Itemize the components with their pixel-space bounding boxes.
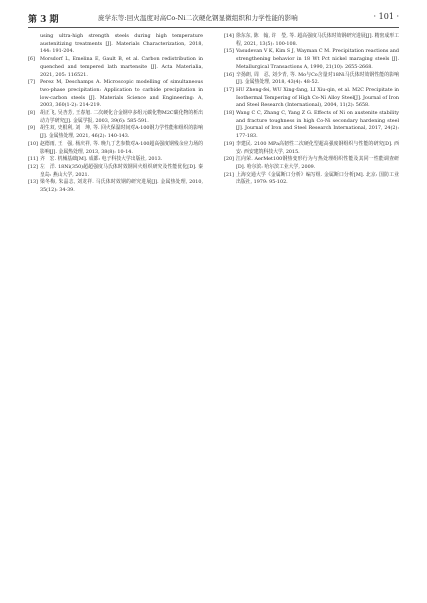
- reference-item: [224, 48, 399, 71]
- reference-text: 左 洋. 18Ni(350)超超强度马氏体时效钢回火组织研究及性能优化[D]. 秦皇岛: 燕山大学, 2021.: [40, 163, 203, 178]
- reference-text: 胡生双, 史根利, 刘 坤, 等. 回火保温时间对A-100钢力学性能和组织的影响[J]. 金属热处理, 2021, 46(2): 140-143.: [40, 125, 203, 140]
- reference-number: [13]: [28, 179, 38, 186]
- reference-number: [6]: [28, 56, 35, 63]
- reference-number: [17]: [224, 86, 234, 93]
- reference-item: [224, 72, 399, 87]
- reference-text: HU Zheng-fei, WU Xing-fang, LI Xiu-qin, et al. M2C Precipitate in Isothermal Tempering of High Co-Ni Alloy Steel[J]. Journal of Iron and Steel Research (International), 2004, 11(2): 5658.: [236, 86, 399, 109]
- references-right-column: [224, 33, 399, 187]
- reference-number: [7]: [28, 79, 35, 86]
- reference-text: 李建民. 2100 MPa高韧性二次硬化型超高强度钢组织与性能的研究[D]. 西安: 西安建筑科技大学, 2015.: [236, 140, 399, 155]
- reference-item: [224, 172, 399, 187]
- reference-number: [20]: [224, 156, 234, 163]
- reference-number: [16]: [224, 71, 234, 78]
- reference-number: [15]: [224, 48, 234, 55]
- reference-item: [28, 164, 203, 179]
- reference-text: 辛扬朗, 周 忍, 刘少青, 等. Mo与Co含量对18Ni马氏体时效钢性能的影响[J]. 金属热处理, 2018, 43(4): 48-52.: [236, 71, 399, 86]
- reference-item: [224, 141, 399, 156]
- reference-number: [9]: [28, 125, 35, 132]
- reference-text: 赵德雨, 王 强, 杨庆祥, 等. 晚九丁艺参数对A-100超高强度钢残余应力场的影响[J]. 金属热处理, 2013, 38(8): 10-14.: [40, 140, 203, 155]
- reference-text: 江向荣. AerMet100钢热变形行为与热处理组织性能及其同一性能调查研[D]. 哈尔滨: 哈尔滨工业大学, 2009.: [236, 156, 399, 170]
- reference-number: [14]: [224, 33, 234, 39]
- page-number: · 101 ·: [373, 12, 399, 21]
- reference-text: Wang C C, Zhang C, Yang Z G. Effects of Ni on austenite stability and fracture toughness in high Co-Ni secondary hardening steel [J]. Journal of Iron and Steel Research International, 2017, 24(2): 177-183.: [236, 110, 399, 140]
- references-left-column: [28, 33, 203, 195]
- reference-item: [28, 110, 203, 125]
- reference-number: [8]: [28, 110, 35, 117]
- reference-text: 胡正飞, 吴杏芳, 王春旭. 二次硬化合金钢中多组元碳化物M2C碳化物的析出动力学研究[J]. 金属学报, 2003, 39(6): 585-591.: [40, 110, 203, 124]
- header-rule: [28, 27, 399, 28]
- reference-number: [10]: [28, 140, 38, 147]
- reference-item: [224, 156, 399, 171]
- reference-number: [18]: [224, 110, 234, 117]
- reference-text: Morsdorf L, Emelina E, Gault B, et al. Carbon redistribution in quenched and tempered lath martensite [J]. Acta Materialia, 2021, 205: 116521.: [40, 56, 203, 78]
- issue-number: 第 3 期: [28, 15, 59, 25]
- reference-item: [224, 33, 399, 48]
- reference-number: [21]: [224, 171, 234, 178]
- reference-item: [28, 156, 203, 164]
- reference-text: 齐 宏. 机械基础[M]. 成都: 电子科技大学出版社, 2013.: [40, 156, 163, 163]
- reference-text: 徐东东, 陈 翰, 许 瑩, 等. 超高强度马氏体时效钢研究进展[J]. 精密成形工程, 2021, 13(5): 100-108.: [236, 33, 399, 47]
- reference-number: [19]: [224, 140, 234, 147]
- reference-item: [28, 56, 203, 79]
- reference-item: [28, 141, 203, 156]
- reference-text: using ultra-high strength steels during high temperature austenitizing treatments [J]. Materials Characterization, 2018, 144: 191-204.: [40, 33, 203, 55]
- reference-text: Perez M, Deschamps A. Microscopic modelling of simultaneous two-phase precipitation: Application to carbide precipitation in low-carbon steels [J]. Materials Science and Engineering: A, 2003, 360(1-2): 214-219.: [40, 79, 203, 109]
- reference-text: 梁冬梅, 朱晶志, 刘龙祥. 马氏体时效钢的研究进展[J]. 金属热处理, 2010, 35(12): 34-39.: [40, 179, 203, 194]
- reference-number: [11]: [28, 156, 38, 163]
- reference-text: 上海交通大学《金属断口分析》编写组. 金属断口分析[M]. 北京: 国防工业出版社, 1979: 95-102.: [236, 171, 399, 186]
- reference-item: [28, 33, 203, 56]
- reference-item: [28, 79, 203, 110]
- reference-item: [224, 110, 399, 141]
- reference-number: [12]: [28, 163, 38, 170]
- reference-item: [224, 87, 399, 110]
- running-title: 庞学东等:回火温度对高Co-Ni二次硬化钢显微组织和力学性能的影响: [98, 14, 298, 22]
- reference-item: [28, 179, 203, 194]
- reference-text: Vasudevan V K, Kim S J, Wayman C M. Precipitation reactions and strengthening behavior in 18 Wt Pct nickel maraging steels [J]. Metallurgical Transactions A, 1990, 21(10): 2655-2668.: [236, 48, 399, 70]
- reference-item: [28, 125, 203, 140]
